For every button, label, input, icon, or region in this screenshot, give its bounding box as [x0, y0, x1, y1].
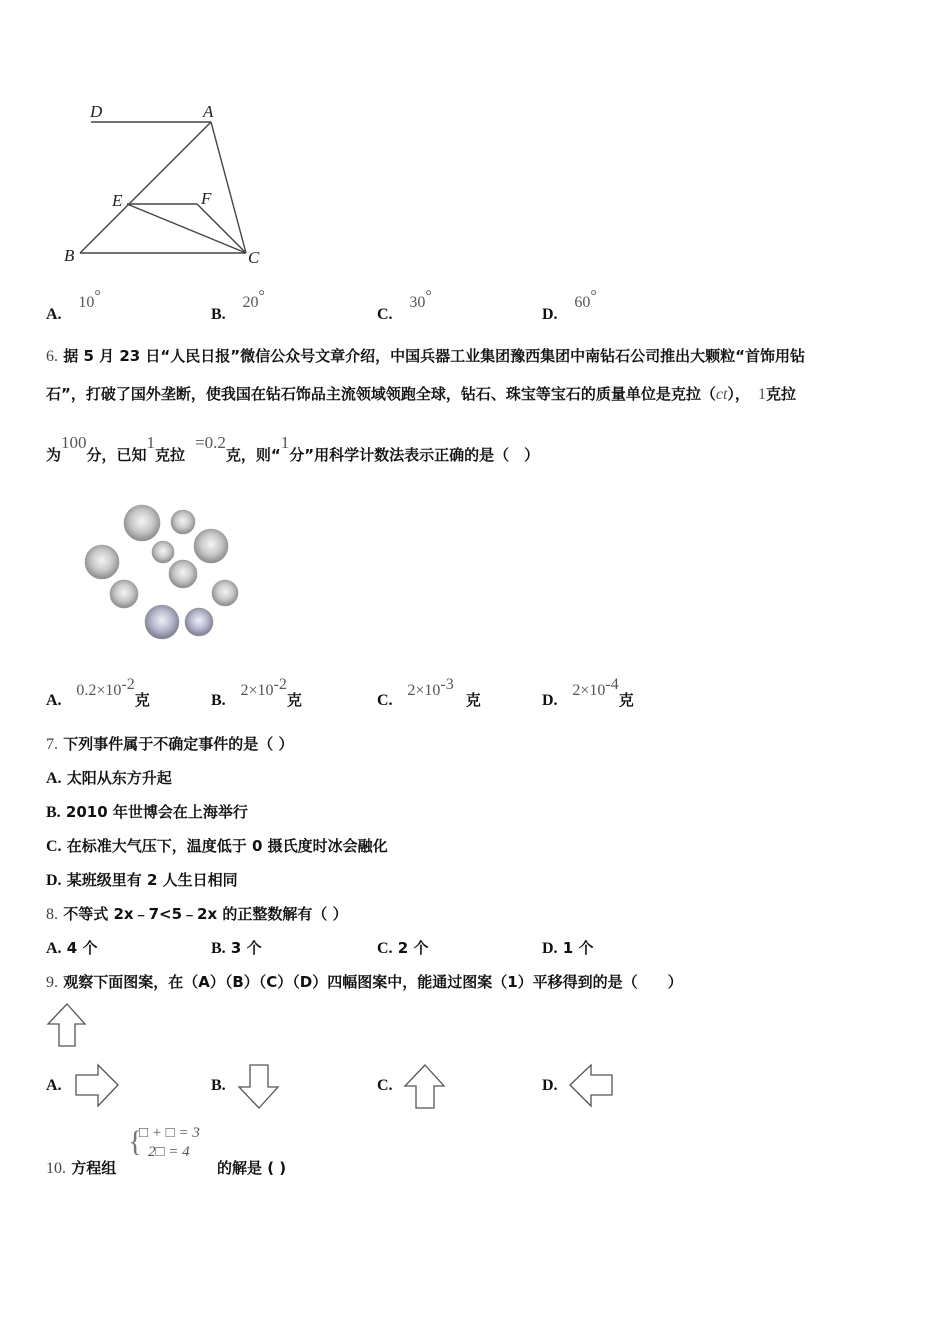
q6-line-3: 为100分，已知1克拉=0.2克，则“1分”用科学计数法表示正确的是（ ） [46, 433, 540, 464]
q10-label: 10. 方程组 [46, 1159, 117, 1177]
q6-line-1: 6. 据 5 月 23 日“人民日报”微信公众号文章介绍，中国兵器工业集团豫西集团中南钻石公司推出大颗粒“首饰用钻 [46, 347, 806, 365]
q9-option-c[interactable]: C. [377, 1077, 393, 1094]
label-c: C [248, 248, 260, 267]
label-f: F [201, 189, 212, 208]
q8-option-d[interactable]: D. 1 个 [542, 939, 594, 957]
q8-option-c[interactable]: C. 2 个 [377, 939, 429, 957]
q6-option-d[interactable]: D. $2\times 10^{-4}$克 [542, 676, 634, 709]
diamonds-image [78, 502, 243, 642]
label-a: A [203, 102, 214, 121]
brace-icon: { [128, 1125, 143, 1158]
q7-option-d[interactable]: D. 某班级里有 2 人生日相同 [46, 871, 238, 889]
arrow-left-icon [568, 1063, 616, 1113]
arrow-down-icon [236, 1062, 282, 1114]
label-e: E [112, 191, 123, 210]
q8-question: 8. 不等式 2x﹣7<5﹣2x 的正整数解有（ ） [46, 905, 348, 923]
q6-option-c[interactable]: C. $2\times 10^{-3}$克 [377, 676, 481, 709]
label-d: D [90, 102, 103, 121]
q8-option-a[interactable]: A. 4 个 [46, 939, 98, 957]
q7-option-b[interactable]: B. 2010 年世博会在上海举行 [46, 803, 248, 821]
q9-option-d[interactable]: D. [542, 1077, 558, 1094]
q9-option-b[interactable]: B. [211, 1077, 226, 1094]
q6-option-b[interactable]: B. $2\times 10^{-2}$克 [211, 676, 302, 709]
arrow-up-icon [402, 1062, 448, 1114]
arrow-up-icon [45, 1002, 89, 1052]
q5-option-b[interactable]: B. 20° [211, 288, 265, 323]
q9-question: 9. 观察下面图案，在（A）（B）（C）（D）四幅图案中，能通过图案（1）平移得到的是（ ） [46, 973, 683, 991]
q5-option-a[interactable]: A. 10° [46, 288, 101, 323]
q8-option-b[interactable]: B. 3 个 [211, 939, 262, 957]
q7-option-c[interactable]: C. 在标准大气压下，温度低于 0 摄氏度时冰会融化 [46, 837, 388, 855]
q5-geometry-figure [60, 98, 280, 273]
q10-tail: 的解是 ( ) [217, 1159, 287, 1177]
q9-option-a[interactable]: A. [46, 1077, 62, 1094]
q7-question: 7. 下列事件属于不确定事件的是（ ） [46, 735, 294, 753]
q6-line-2: 石”，打破了国外垄断，使我国在钻石饰品主流领域领跑全球，钻石、珠宝等宝石的质量单位是克拉（ct）， 1克拉 [46, 385, 796, 403]
label-b: B [64, 246, 75, 265]
arrow-right-icon [72, 1063, 120, 1113]
q6-option-a[interactable]: A. $0.2\times 10^{-2}$克 [46, 676, 150, 709]
q5-option-d[interactable]: D. 60° [542, 288, 597, 323]
q5-option-c[interactable]: C. 30° [377, 288, 432, 323]
q7-option-a[interactable]: A. 太阳从东方升起 [46, 769, 172, 787]
